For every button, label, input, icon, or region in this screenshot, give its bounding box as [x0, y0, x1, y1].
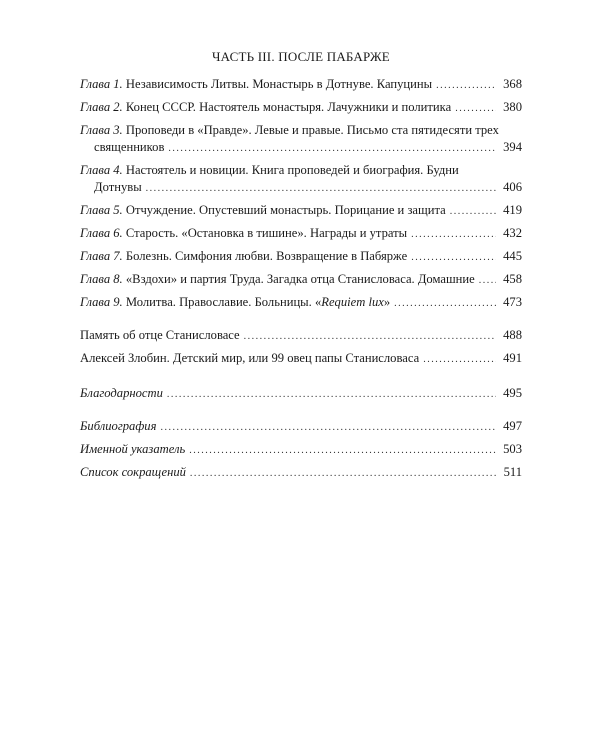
toc-entry-memory	[80, 327, 522, 345]
page-number: 511	[503, 465, 522, 479]
toc-entry-abbreviations	[80, 464, 522, 482]
toc-entry-chapter-7	[80, 248, 522, 266]
entry-title: Память об отце Станисловасе	[80, 328, 240, 342]
leader-dots	[160, 419, 496, 436]
page-number: 503	[503, 442, 522, 456]
toc-entry-chapter-1	[80, 76, 522, 94]
page-number: 419	[503, 203, 522, 217]
page-number: 406	[503, 180, 522, 194]
leader-dots	[244, 328, 496, 345]
chapter-prefix: Глава 1.	[80, 77, 123, 91]
leader-dots	[190, 465, 496, 482]
toc-entry-thanks	[80, 385, 522, 403]
entry-title: Именной указатель	[80, 442, 186, 456]
leader-dots	[479, 272, 496, 289]
chapter-title: Проповеди в «Правде». Левые и правые. Письмо ста пятидесяти трех	[125, 123, 499, 137]
toc-entry-chapter-6	[80, 225, 522, 243]
chapter-title-italic: Requiem lux	[321, 295, 384, 309]
toc-page	[80, 48, 522, 487]
toc-entry-chapter-5	[80, 202, 522, 220]
leader-dots	[189, 442, 496, 459]
page-number: 394	[503, 140, 522, 154]
toc-entry-bibliography	[80, 418, 522, 436]
leader-dots	[411, 249, 496, 266]
page-number: 458	[503, 272, 522, 286]
chapter-prefix: Глава 2.	[80, 100, 123, 114]
chapter-title: «Вздохи» и партия Труда. Загадка отца Станисловаса. Домашние	[125, 272, 475, 286]
chapter-prefix: Глава 5.	[80, 203, 123, 217]
chapter-title: Конец СССР. Настоятель монастыря. Лачужники и политика	[125, 100, 452, 114]
chapter-title: Отчуждение. Опустевший монастырь. Порицание и защита	[125, 203, 446, 217]
chapter-title: Болезнь. Симфония любви. Возвращение в Пабярже	[125, 249, 408, 263]
leader-dots	[436, 77, 496, 94]
page-number: 380	[503, 100, 522, 114]
page-number: 495	[503, 386, 522, 400]
chapter-title: Настоятель и новиции. Книга проповедей и биография. Будни	[125, 163, 459, 177]
page-number: 368	[503, 77, 522, 91]
entry-title: Благодарности	[80, 386, 163, 400]
entry-title: Список сокращений	[80, 465, 186, 479]
page-number: 497	[503, 419, 522, 433]
chapter-list	[80, 76, 522, 312]
chapter-title-continued: Дотнувы	[94, 180, 142, 194]
chapter-title: Независимость Литвы. Монастырь в Дотнуве. Капуцины	[125, 77, 433, 91]
chapter-title: Молитва. Православие. Больницы. «	[125, 295, 322, 309]
memory-list	[80, 327, 522, 368]
thanks-list	[80, 385, 522, 403]
part-title: ЧАСТЬ III. ПОСЛЕ ПАБАРЖЕ	[212, 49, 390, 64]
leader-dots	[394, 295, 496, 312]
chapter-prefix: Глава 7.	[80, 249, 123, 263]
leader-dots	[450, 203, 496, 220]
page-number: 432	[503, 226, 522, 240]
chapter-title-continued: священников	[94, 140, 165, 154]
toc-entry-zlobin	[80, 350, 522, 368]
page-number: 445	[503, 249, 522, 263]
toc-entry-chapter-3	[80, 122, 522, 157]
chapter-prefix: Глава 8.	[80, 272, 123, 286]
leader-dots	[167, 386, 496, 403]
chapter-title: Старость. «Остановка в тишине». Награды и утраты	[125, 226, 408, 240]
chapter-prefix: Глава 3.	[80, 123, 123, 137]
toc-entry-chapter-4	[80, 162, 522, 197]
page-number: 473	[503, 295, 522, 309]
toc-entry-chapter-9	[80, 294, 522, 312]
chapter-prefix: Глава 9.	[80, 295, 123, 309]
appendix-list	[80, 418, 522, 482]
entry-title: Библиография	[80, 419, 157, 433]
page-number: 491	[503, 351, 522, 365]
toc-entry-chapter-2	[80, 99, 522, 117]
leader-dots	[455, 100, 496, 117]
leader-dots	[411, 226, 496, 243]
chapter-prefix: Глава 6.	[80, 226, 123, 240]
entry-title: Алексей Злобин. Детский мир, или 99 овец папы Станисловаса	[80, 351, 420, 365]
chapter-title-end: »	[383, 295, 391, 309]
toc-entry-chapter-8	[80, 271, 522, 289]
leader-dots	[423, 351, 496, 368]
leader-dots	[146, 180, 496, 197]
leader-dots	[168, 140, 496, 157]
page-number: 488	[503, 328, 522, 342]
chapter-prefix: Глава 4.	[80, 163, 123, 177]
toc-entry-name-index	[80, 441, 522, 459]
